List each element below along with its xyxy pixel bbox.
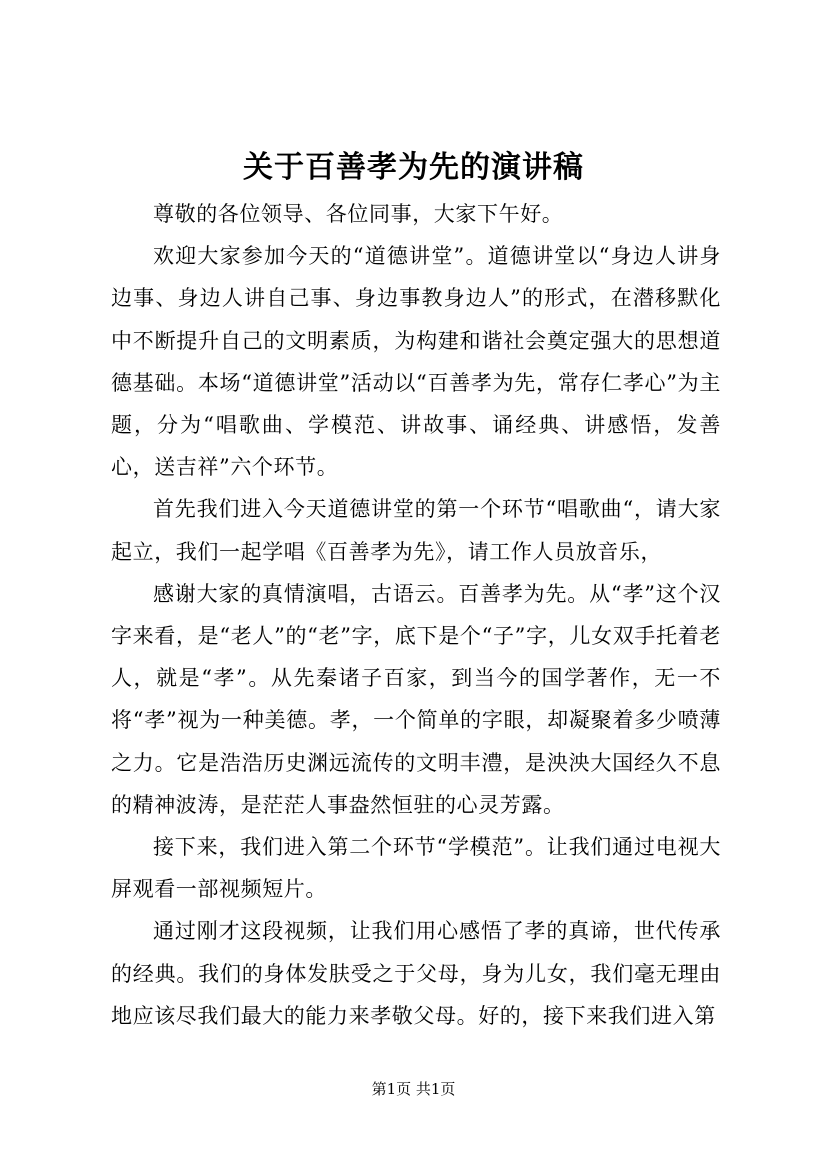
paragraph-video-reflection: 通过刚才这段视频，让我们用心感悟了孝的真谛，世代传承的经典。我们的身体发肤受之于父母，身为儿女，我们毫无理由地应该尽我们最大的能力来孝敬父母。好的，接下来我们进入第 (111, 919, 721, 1028)
paragraph-second-segment: 接下来，我们进入第二个环节“学模范”。让我们通过电视大屏观看一部视频短片。 (111, 835, 721, 902)
document-body (111, 193, 721, 1037)
paragraph-welcome: 欢迎大家参加今天的“道德讲堂”。道德讲堂以“身边人讲身边事、身边人讲自己事、身边事教身边人”的形式，在潜移默化中不断提升自己的文明素质，为构建和谐社会奠定强大的思想道德基础。本场“道德讲堂”活动以“百善孝为先，常存仁孝心”为主题，分为“唱歌曲、学模范、讲故事、诵经典、讲感悟，发善心，送吉祥”六个环节。 (111, 244, 721, 480)
paragraph-greeting: 尊敬的各位领导、各位同事，大家下午好。 (153, 202, 564, 226)
document-title: 关于百善孝为先的演讲稿 (243, 150, 584, 185)
paragraph-first-segment: 首先我们进入今天道德讲堂的第一个环节“唱歌曲“，请大家起立，我们一起学唱《百善孝为先》，请工作人员放音乐， (111, 497, 721, 564)
page-footer: 第1页 共1页 (371, 1080, 456, 1098)
paragraph-thanks: 感谢大家的真情演唱，古语云。百善孝为先。从“孝”这个汉字来看，是“老人”的“老”字，底下是个“子”字，儿女双手托着老人，就是“孝”。从先秦诸子百家，到当今的国学著作，无一不将“孝”视为一种美德。孝，一个简单的字眼，却凝聚着多少喷薄之力。它是浩浩历史渊远流传的文明丰澧，是泱泱大国经久不息的精神波涛，是茫茫人事盎然恒驻的心灵芳露。 (111, 581, 721, 817)
